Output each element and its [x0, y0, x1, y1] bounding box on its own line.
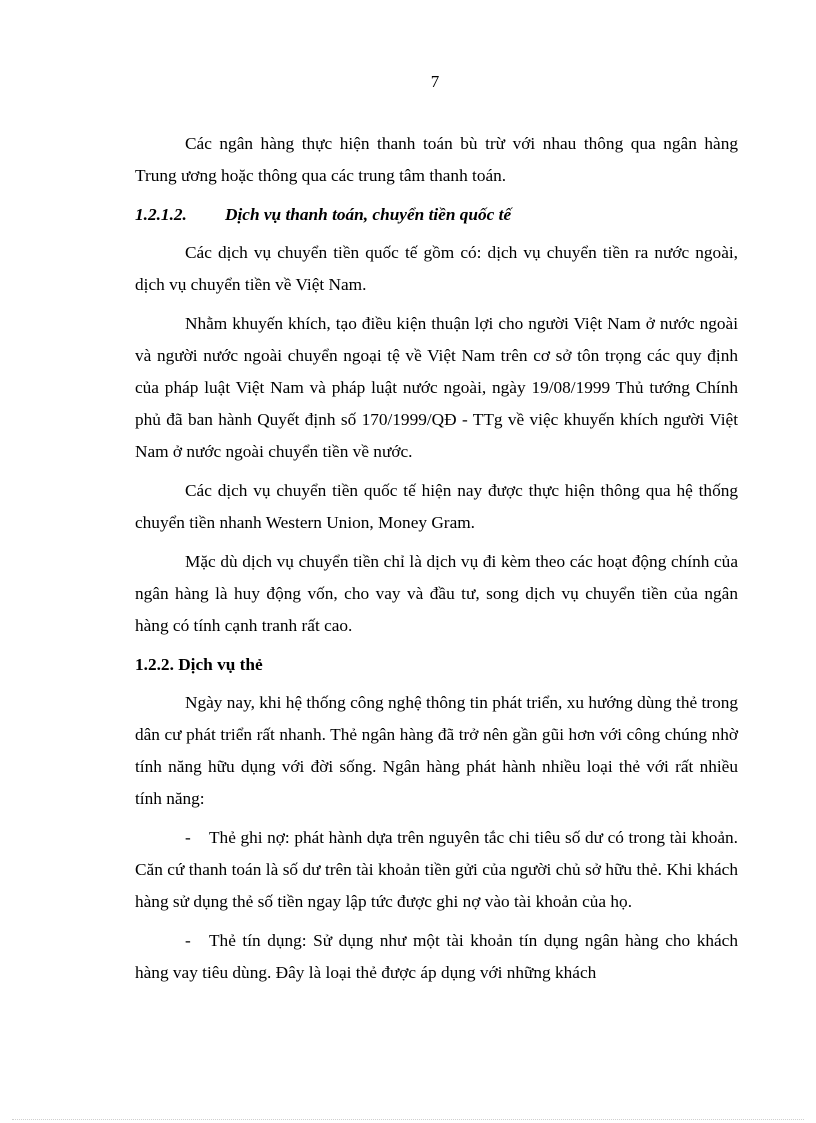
heading-card-services: 1.2.2. Dịch vụ thẻ — [135, 655, 263, 674]
paragraph-card-intro: Ngày nay, khi hệ thống công nghệ thông tin phát triển, xu hướng dùng thẻ trong dân cư phát triển rất nhanh. Thẻ ngân hàng đã trở nên gần gũi hơn với công chúng nhờ tính năng hữu dụng với đời sống. Ngân hàng phát hành nhiều loại thẻ với rất nhiều tính năng: — [135, 693, 738, 808]
list-item-debit-card — [135, 822, 738, 918]
list-item-credit-card — [135, 925, 738, 989]
list-item-text: Thẻ tín dụng: Sử dụng như một tài khoản tín dụng ngân hàng cho khách hàng vay tiêu dùng. Đây là loại thẻ được áp dụng với những khách — [135, 931, 738, 982]
paragraph-western-union: Các dịch vụ chuyển tiền quốc tế hiện nay được thực hiện thông qua hệ thống chuyển tiền nhanh Western Union, Money Gram. — [135, 481, 738, 532]
heading-text: Dịch vụ thanh toán, chuyển tiền quốc tế — [225, 205, 512, 224]
page-body — [135, 128, 738, 996]
bullet-dash: - — [185, 828, 191, 847]
heading-international-payment — [135, 199, 738, 231]
paragraph-competition: Mặc dù dịch vụ chuyển tiền chỉ là dịch vụ đi kèm theo các hoạt động chính của ngân hàng là huy động vốn, cho vay và đầu tư, song dịch vụ chuyển tiền của ngân hàng có tính cạnh tranh rất cao. — [135, 552, 738, 635]
list-item-text: Thẻ ghi nợ: phát hành dựa trên nguyên tắc chi tiêu số dư có trong tài khoản. Căn cứ thanh toán là số dư trên tài khoản tiền gửi của người chủ sở hữu thẻ. Khi khách hàng sử dụng thẻ số tiền ngay lập tức được ghi nợ vào tài khoản của họ. — [135, 828, 738, 911]
page-bottom-border — [12, 1119, 804, 1120]
paragraph-transfer-services: Các dịch vụ chuyển tiền quốc tế gồm có: dịch vụ chuyển tiền ra nước ngoài, dịch vụ chuyển tiền về Việt Nam. — [135, 243, 738, 294]
page-number: 7 — [430, 72, 440, 91]
paragraph-decision: Nhằm khuyến khích, tạo điều kiện thuận lợi cho người Việt Nam ở nước ngoài và người nước ngoài chuyển ngoại tệ về Việt Nam trên cơ sở tôn trọng các quy định của pháp luật Việt Nam và pháp luật nước ngoài, ngày 19/08/1999 Thủ tướng Chính phủ đã ban hành Quyết định số 170/1999/QĐ - TTg về việc khuyến khích người Việt Nam ở nước ngoài chuyển tiền về nước. — [135, 314, 738, 461]
heading-number: 1.2.1.2. — [135, 205, 187, 224]
bullet-dash: - — [185, 931, 191, 950]
paragraph-clearing: Các ngân hàng thực hiện thanh toán bù trừ với nhau thông qua ngân hàng Trung ương hoặc thông qua các trung tâm thanh toán. — [135, 134, 738, 185]
